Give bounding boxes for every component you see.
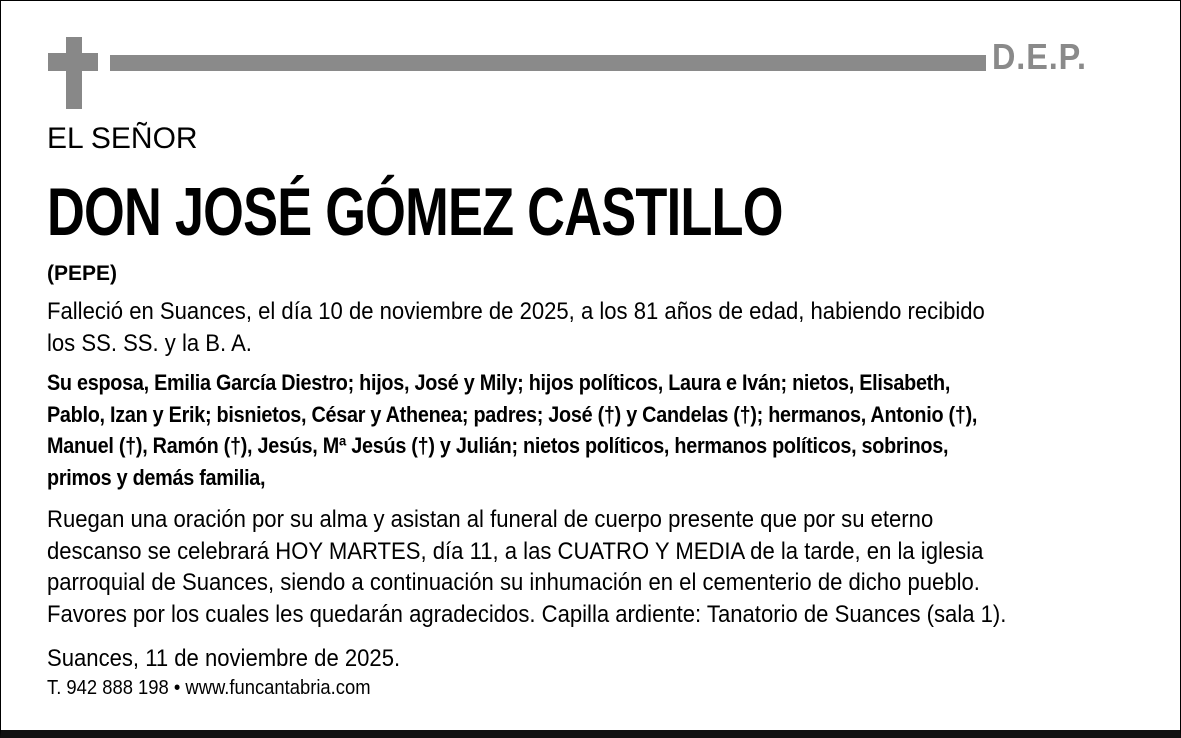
place-date: Suances, 11 de noviembre de 2025. <box>47 645 401 672</box>
family-line: Pablo, Izan y Erik; bisnietos, César y Athenea; padres; José (†) y Candelas (†); hermanos, Antonio (†), <box>47 402 978 427</box>
cross-icon-arm <box>48 53 98 71</box>
dep-label: D.E.P. <box>992 36 1087 77</box>
deceased-name: DON JOSÉ GÓMEZ CASTILLO <box>47 174 783 250</box>
death-line: los SS. SS. y la B. A. <box>47 330 252 357</box>
funeral-line: Favores por los cuales les quedarán agradecidos. Capilla ardiente: Tanatorio de Suances (sala 1). <box>47 601 1007 628</box>
family-line: Su esposa, Emilia García Diestro; hijos, José y Mily; hijos políticos, Laura e Iván; nietos, Elisabeth, <box>47 370 951 395</box>
funeral-line: parroquial de Suances, siendo a continuación su inhumación en el cementerio de dicho pueblo. <box>47 569 980 596</box>
family-line: primos y demás familia, <box>47 465 266 490</box>
cross-icon <box>66 37 82 109</box>
nickname: (PEPE) <box>47 262 118 285</box>
funeral-line: Ruegan una oración por su alma y asistan al funeral de cuerpo presente que por su eterno <box>47 506 934 533</box>
contact-info: T. 942 888 198 • www.funcantabria.com <box>47 677 371 699</box>
title: EL SEÑOR <box>47 122 198 155</box>
funeral-line: descanso se celebrará HOY MARTES, día 11, a las CUATRO Y MEDIA de la tarde, en la iglesia <box>47 538 984 565</box>
header-bar <box>110 55 986 71</box>
death-line: Falleció en Suances, el día 10 de noviembre de 2025, a los 81 años de edad, habiendo recibido <box>47 298 985 325</box>
family-line: Manuel (†), Ramón (†), Jesús, Mª Jesús (†) y Julián; nietos políticos, hermanos políticos, sobrinos, <box>47 433 949 458</box>
